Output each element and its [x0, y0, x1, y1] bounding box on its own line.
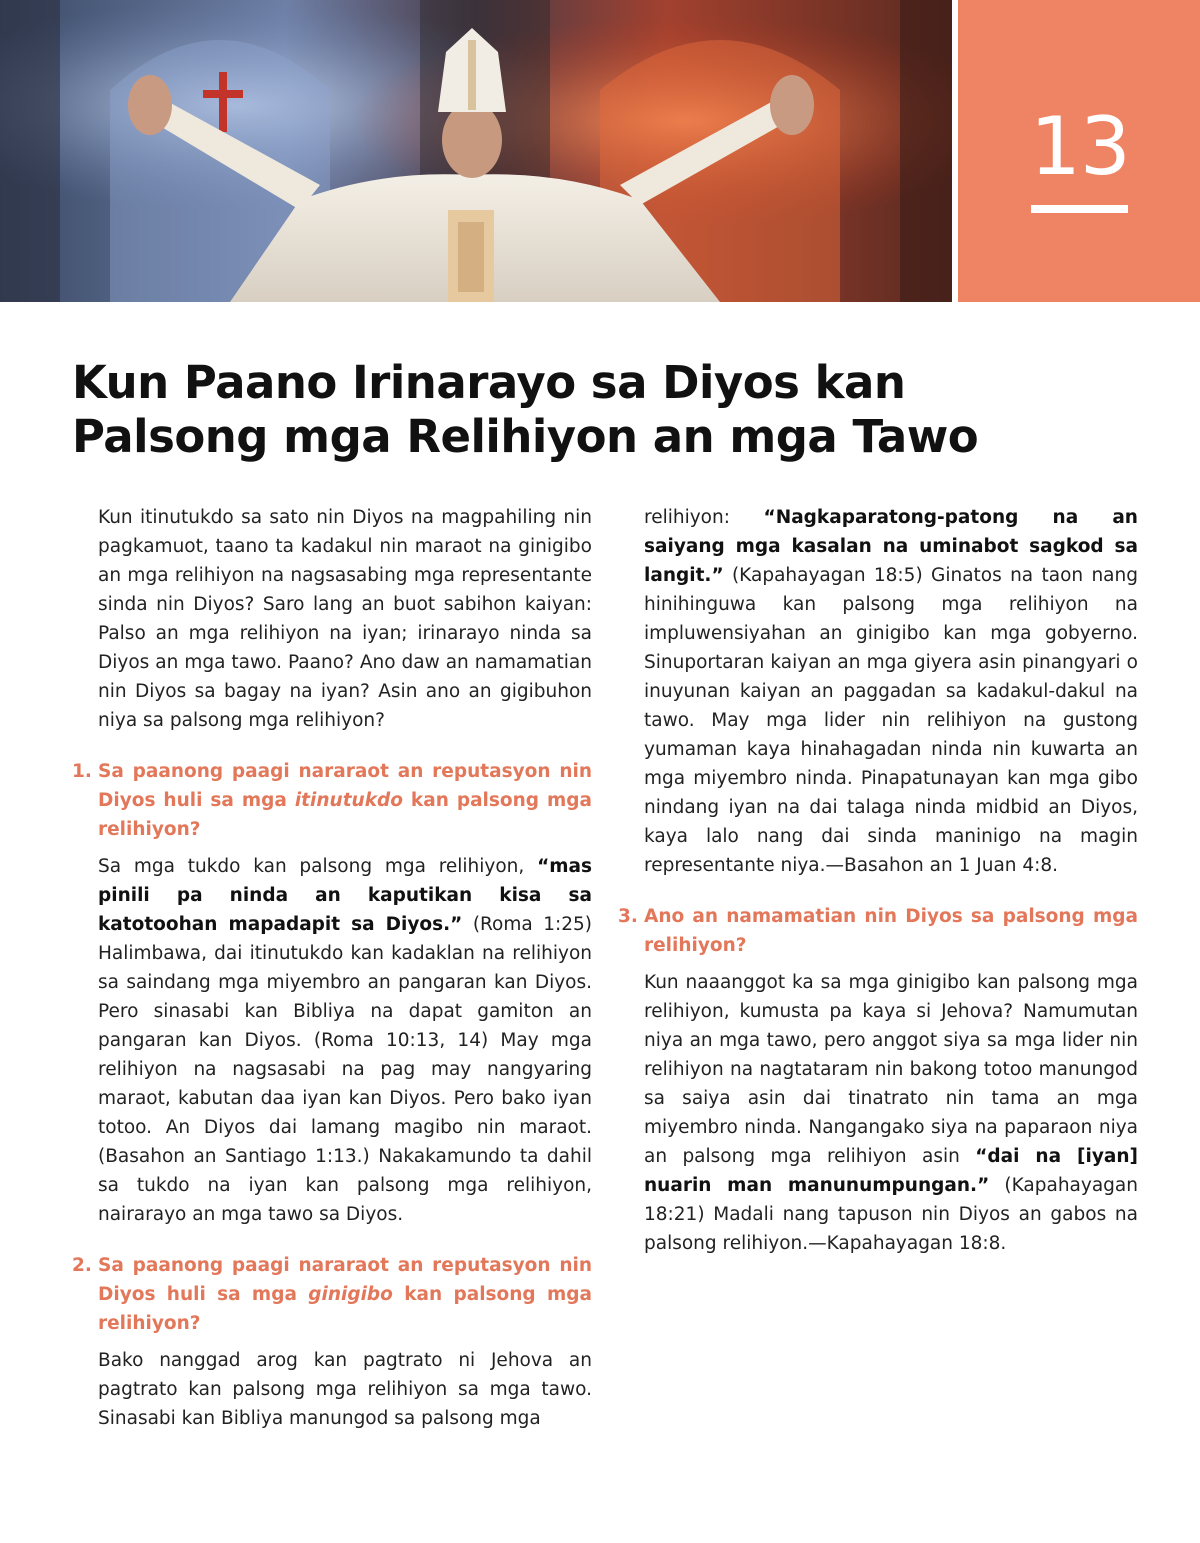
answer-3-quote: “dai na [iyan] nuarin man manunumpungan.” [644, 1146, 1138, 1196]
answer-1-quote: “mas pinili pa ninda an kaputikan kisa sa katotoohan mapadapit sa Diyos.” [98, 856, 592, 935]
answer-3-text-b: (Kapahayagan 18:21) Madali nang tapuson nin Diyos an gabos na palsong relihiyon.—Kapahayagan 18:8. [644, 1175, 1138, 1254]
answer-3-text-a: Kun naaanggot ka sa mga ginigibo kan palsong mga relihiyon, kumusta pa kaya si Jehova? Namumutan niya an mga tawo, pero anggot siya sa mga lider nin relihiyon na nagtataram nin bakong totoo manungod sa saiya asin dai tinatrato nin tama an mga miyembro ninda. Nangangako siya na paparaon niya an palsong mga relihiyon asin [644, 972, 1138, 1167]
question-2-emphasis: ginigibo [308, 1284, 393, 1305]
question-2-number: 2. [72, 1255, 92, 1276]
answer-2-paragraph-cont [644, 503, 1138, 880]
question-1 [72, 757, 592, 844]
answer-2-paragraph-start: Bako nanggad arog kan pagtrato ni Jehova an pagtrato kan palsong mga relihiyon sa mga tawo. Sinasabi kan Bibliya manungod sa palsong mga [98, 1350, 592, 1429]
answer-1-text-b: (Roma 1:25) Halimbawa, dai itinutukdo kan kadaklan na relihiyon sa saindang mga miyembro an pangaran kan Diyos. Pero sinasabi kan Bibliya na dapat gamiton an pangaran kan Diyos. (Roma 10:13, 14) May mga relihiyon na nagsasabi na pag may nangyaring maraot, kabutan daa iyan kan Diyos. Pero bako iyan totoo. An Diyos dai lamang magibo nin maraot. (Basahon an Santiago 1:13.) Nakakamundo ta dahil sa tukdo na iyan kan palsong mga relihiyon, nairarayo an mga tawo sa Diyos. [98, 914, 592, 1225]
question-2-text-b: kan palsong mga relihiyon? [98, 1284, 592, 1334]
answer-1-paragraph [98, 852, 592, 1229]
question-2 [72, 1251, 592, 1338]
question-1-number: 1. [72, 761, 92, 782]
right-column [618, 503, 1138, 1258]
title-line-2: Palsong mga Relihiyon an mga Tawo [72, 410, 979, 463]
answer-2-text-a: relihiyon: [644, 507, 764, 528]
question-3 [618, 902, 1138, 960]
chapter-underline [1031, 205, 1128, 213]
question-3-number: 3. [618, 906, 638, 927]
question-1-text-b: kan palsong mga relihiyon? [98, 790, 592, 840]
question-2-text-a: Sa paanong paagi nararaot an reputasyon nin Diyos huli sa mga [98, 1255, 592, 1305]
answer-1-text-a: Sa mga tukdo kan palsong mga relihiyon, [98, 856, 538, 877]
left-column [72, 503, 592, 1433]
priest-raising-arms-image [0, 0, 952, 302]
title-line-1: Kun Paano Irinarayo sa Diyos kan [72, 356, 906, 409]
page-title [72, 356, 1132, 464]
intro-paragraph: Kun itinutukdo sa sato nin Diyos na magpahiling nin pagkamuot, taano ta kadakul nin maraot na ginigibo an mga relihiyon na nagsasabing mga representante sinda nin Diyos? Saro lang an buot sabihon kaiyan: Palso an mga relihiyon na iyan; irinarayo ninda sa Diyos an mga tawo. Paano? Ano daw an namamatian nin Diyos sa bagay na iyan? Asin ano an gigibuhon niya sa palsong mga relihiyon? [98, 507, 592, 731]
question-3-text: Ano an namamatian nin Diyos sa palsong mga relihiyon? [644, 906, 1138, 956]
answer-3-paragraph [644, 968, 1138, 1258]
answer-2-text-b: (Kapahayagan 18:5) Ginatos na taon nang hinihinguwa kan palsong mga relihiyon na impluwensiyahan an ginigibo kan mga gobyerno. Sinuportaran kaiyan an mga giyera asin pinangyari o inuyunan kaiyan an paggadan sa kadakul-dakul na tawo. May mga lider nin relihiyon na gustong yumaman kaya hinahagadan ninda nin kuwarta an mga miyembro ninda. Pinapatunayan kan mga gibo nindang iyan na dai talaga ninda midbid an Diyos, kaya lalo nang dai sinda maninigo na magin representante niya.—Basahon an 1 Juan 4:8. [644, 565, 1138, 876]
question-1-text-a: Sa paanong paagi nararaot an reputasyon nin Diyos huli sa mga [98, 761, 592, 811]
answer-2-quote: “Nagkaparatong-patong na an saiyang mga kasalan na uminabot sagkod sa langit.” [644, 507, 1138, 586]
question-1-emphasis: itinutukdo [294, 790, 403, 811]
chapter-number: 13 [1030, 100, 1130, 193]
hero-image [0, 0, 952, 302]
